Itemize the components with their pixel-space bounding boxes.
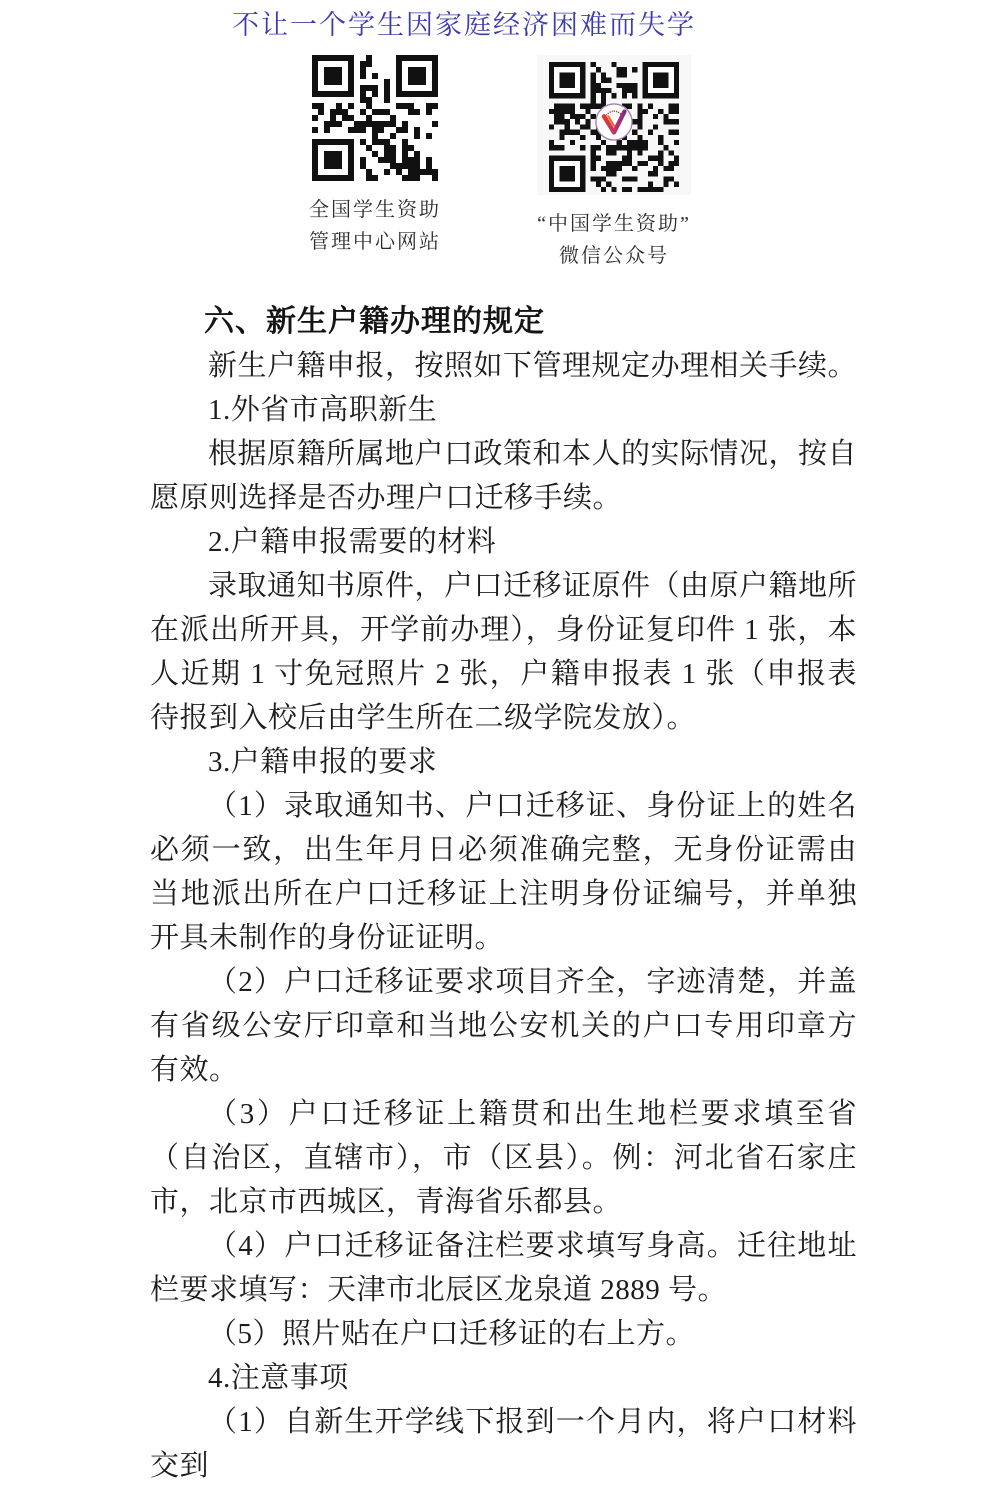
paragraph: （2）户口迁移证要求项目齐全，字迹清楚，并盖有省级公安厅印章和当地公安机关的户口专用印章方有效。 (150, 966, 857, 1086)
paragraph: （4）户口迁移证备注栏要求填写身高。迁往地址栏要求填写：天津市北辰区龙泉道 2889 号。 (150, 1230, 857, 1306)
qr-code-section (0, 55, 1000, 272)
section-subheading: 4.注意事项 (208, 1362, 349, 1394)
qr-code-wechat-icon (537, 55, 691, 195)
qr-caption-left (309, 194, 441, 258)
qr-caption-left-line2: 管理中心网站 (309, 231, 441, 253)
qr-block-wechat (537, 55, 691, 272)
qr-code-website-icon (312, 55, 438, 181)
document-body (150, 299, 857, 1488)
student-aid-logo-icon (595, 103, 633, 141)
qr-caption-left-line1: 全国学生资助 (309, 199, 441, 221)
page-header-slogan: 不让一个学生因家庭经济困难而失学 (232, 10, 696, 40)
section-heading: 六、新生户籍办理的规定 (204, 305, 545, 338)
section-subheading: 2.户籍申报需要的材料 (208, 526, 497, 558)
section-subheading: 1.外省市高职新生 (208, 394, 438, 426)
qr-block-national-website (309, 55, 441, 258)
qr-code-image (312, 55, 438, 181)
qr-caption-right-line1: “中国学生资助” (537, 213, 691, 235)
paragraph: 根据原籍所属地户口政策和本人的实际情况，按自愿原则选择是否办理户口迁移手续。 (150, 438, 858, 514)
paragraph: （3）户口迁移证上籍贯和出生地栏要求填至省（自治区，直辖市），市（区县）。例：河北省石家庄市，北京市西城区，青海省乐都县。 (150, 1098, 857, 1218)
qr-caption-right (537, 208, 691, 272)
paragraph: 新生户籍申报，按照如下管理规定办理相关手续。 (208, 350, 858, 382)
qr-caption-right-line2: 微信公众号 (558, 245, 669, 267)
paragraph: （1）自新生开学线下报到一个月内，将户口材料交到 (150, 1406, 857, 1482)
paragraph: （5）照片贴在户口迁移证的右上方。 (208, 1318, 696, 1350)
section-subheading: 3.户籍申报的要求 (208, 746, 438, 778)
paragraph: （1）录取通知书、户口迁移证、身份证上的姓名必须一致，出生年月日必须准确完整，无身份证需由当地派出所在户口迁移证上注明身份证编号，并单独开具未制作的身份证证明。 (150, 790, 857, 954)
paragraph: 录取通知书原件，户口迁移证原件（由原户籍地所在派出所开具，开学前办理），身份证复印件 1 张，本人近期 1 寸免冠照片 2 张，户籍申报表 1 张（申报表待报到入校后由学生所在二级学院发放）。 (150, 570, 858, 734)
